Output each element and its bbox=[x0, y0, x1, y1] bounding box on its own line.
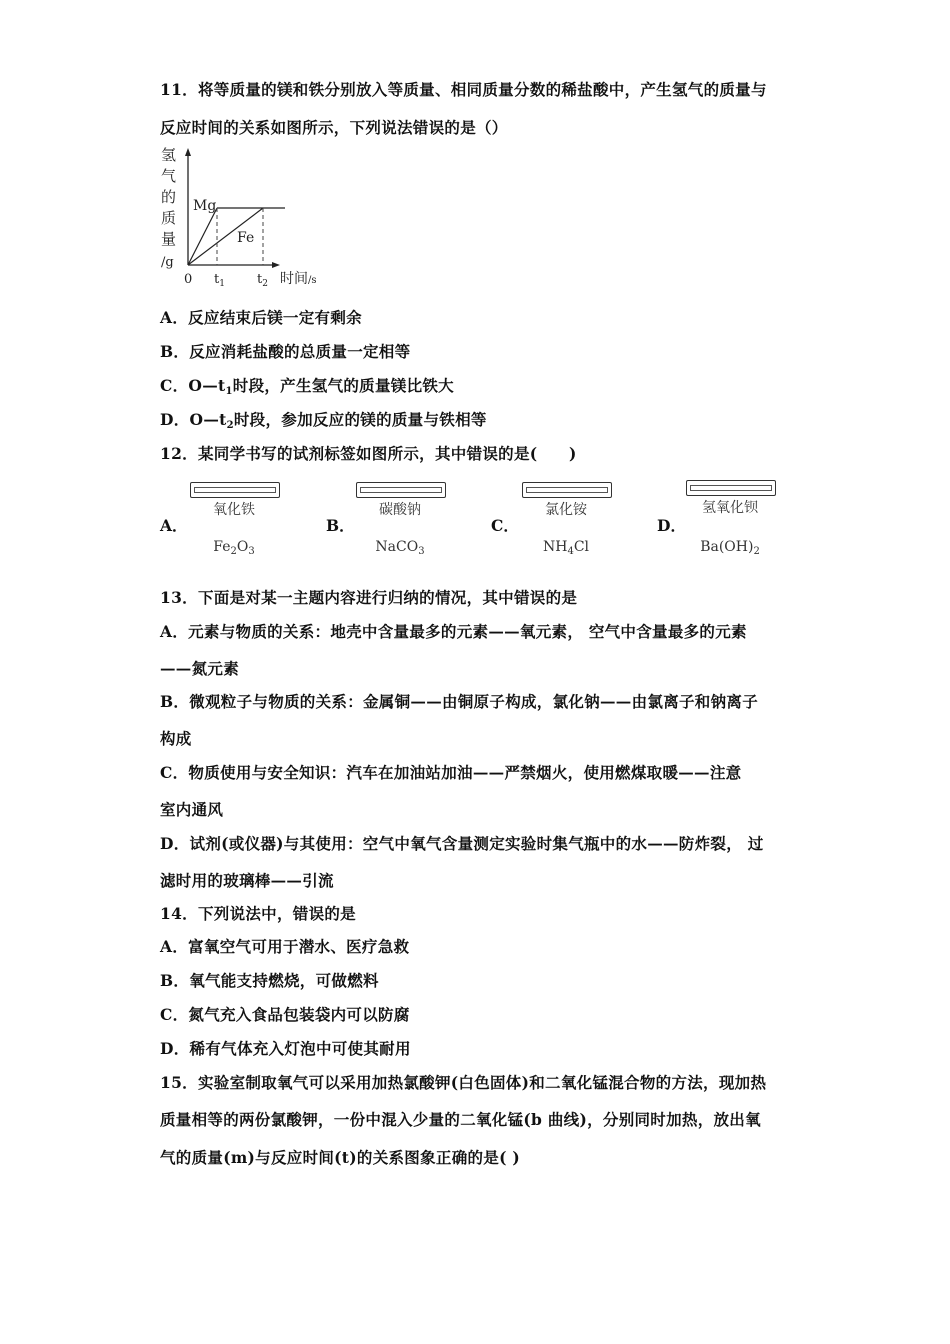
q12-label-c-formula: $NH_4Cl$ bbox=[542, 539, 590, 557]
q14-option-c: C．氮气充入食品包装袋内可以防腐 bbox=[160, 1005, 410, 1024]
graph-mg-label: Mg bbox=[193, 198, 217, 214]
q12-label-a-formula: $Fe_2O_3$ bbox=[213, 539, 255, 557]
q13-option-a-line1: A．元素与物质的关系：地壳中含量最多的元素——氧元素， 空气中含量最多的元素 bbox=[160, 622, 747, 641]
q12-label-b-formula: NaCO$_3$ bbox=[375, 539, 425, 557]
q13-option-d-line1: D．试剂(或仪器)与其使用：空气中氧气含量测定实验时集气瓶中的水——防炸裂， 过 bbox=[160, 834, 764, 853]
q11-graph-svg bbox=[155, 142, 345, 292]
q11-option-b: B．反应消耗盐酸的总质量一定相等 bbox=[160, 342, 411, 361]
graph-t1-label: $t_1$ bbox=[214, 272, 225, 289]
q11-stem-line1: 11．将等质量的镁和铁分别放入等质量、相同质量分数的稀盐酸中，产生氢气的质量与 bbox=[160, 80, 767, 99]
q12-label-a-bar bbox=[190, 482, 280, 498]
graph-x-arrow bbox=[272, 262, 280, 268]
q12-label-d-formula: $Ba(OH)_2$ bbox=[700, 539, 760, 557]
q12-label-c-name: 氯化铵 bbox=[545, 502, 587, 518]
q13-option-a-line2: ——氮元素 bbox=[160, 659, 240, 678]
q13-option-b-line1: B．微观粒子与物质的关系：金属铜——由铜原子构成，氯化钠——由氯离子和钠离子 bbox=[160, 692, 759, 711]
q12-label-d-name: 氢氧化钡 bbox=[702, 500, 758, 516]
graph-fe-label: Fe bbox=[237, 230, 255, 246]
q12-option-a-letter: A． bbox=[160, 516, 188, 535]
q12-option-b-letter: B． bbox=[326, 516, 355, 535]
q12-label-d-bar bbox=[686, 480, 776, 496]
q12-option-d-letter: D． bbox=[657, 516, 686, 535]
q12-label-b-bar bbox=[356, 482, 446, 498]
q13-option-b-line2: 构成 bbox=[160, 729, 192, 748]
graph-xlabel: 时间/s bbox=[280, 271, 317, 287]
q12-label-c-bar bbox=[522, 482, 612, 498]
q11-option-d: D．$O—t_2$时段，参加反应的镁的质量与铁相等 bbox=[160, 410, 487, 431]
q15-stem-line3: 气的质量(m)与反应时间(t)的关系图象正确的是( ) bbox=[160, 1148, 521, 1167]
q14-option-a: A．富氧空气可用于潜水、医疗急救 bbox=[160, 937, 410, 956]
q11-option-a: A．反应结束后镁一定有剩余 bbox=[160, 308, 362, 327]
q14-stem: 14．下列说法中，错误的是 bbox=[160, 904, 356, 923]
q14-option-d: D．稀有气体充入灯泡中可使其耐用 bbox=[160, 1039, 411, 1058]
q15-stem-line2: 质量相等的两份氯酸钾，一份中混入少量的二氧化锰(b 曲线)，分别同时加热，放出氧 bbox=[160, 1110, 761, 1129]
q11-graph bbox=[155, 142, 345, 292]
graph-ylabel-char: 质 bbox=[161, 209, 177, 227]
graph-t2-label: $t_2$ bbox=[257, 272, 268, 289]
q12-stem: 12．某同学书写的试剂标签如图所示，其中错误的是( ) bbox=[160, 444, 577, 463]
q12-option-c-letter: C． bbox=[491, 516, 519, 535]
graph-origin: 0 bbox=[184, 272, 193, 287]
q12-label-b-name: 碳酸钠 bbox=[379, 502, 421, 518]
q11-stem-line2: 反应时间的关系如图所示，下列说法错误的是（） bbox=[160, 118, 508, 137]
q13-option-c-line2: 室内通风 bbox=[160, 800, 224, 819]
q11-option-c: C．$O—t_1$时段，产生氢气的质量镁比铁大 bbox=[160, 376, 454, 397]
q13-option-c-line1: C．物质使用与安全知识：汽车在加油站加油——严禁烟火，使用燃煤取暖——注意 bbox=[160, 763, 742, 782]
graph-y-arrow bbox=[185, 148, 191, 156]
q14-option-b: B．氧气能支持燃烧，可做燃料 bbox=[160, 971, 379, 990]
graph-mg-curve bbox=[188, 208, 217, 265]
graph-ylabel-char: 氢 bbox=[161, 146, 177, 164]
q15-stem-line1: 15．实验室制取氧气可以采用加热氯酸钾(白色固体)和二氧化锰混合物的方法，现加热 bbox=[160, 1073, 767, 1092]
q13-stem: 13．下面是对某一主题内容进行归纳的情况，其中错误的是 bbox=[160, 588, 578, 607]
q12-label-a-name: 氧化铁 bbox=[213, 502, 255, 518]
graph-ylabel-char: 量 bbox=[161, 230, 177, 248]
graph-ylabel-char: 气 bbox=[161, 167, 177, 185]
q13-option-d-line2: 滤时用的玻璃棒——引流 bbox=[160, 871, 334, 890]
graph-ylabel-unit: /g bbox=[161, 255, 174, 270]
graph-ylabel-char: 的 bbox=[161, 188, 177, 206]
